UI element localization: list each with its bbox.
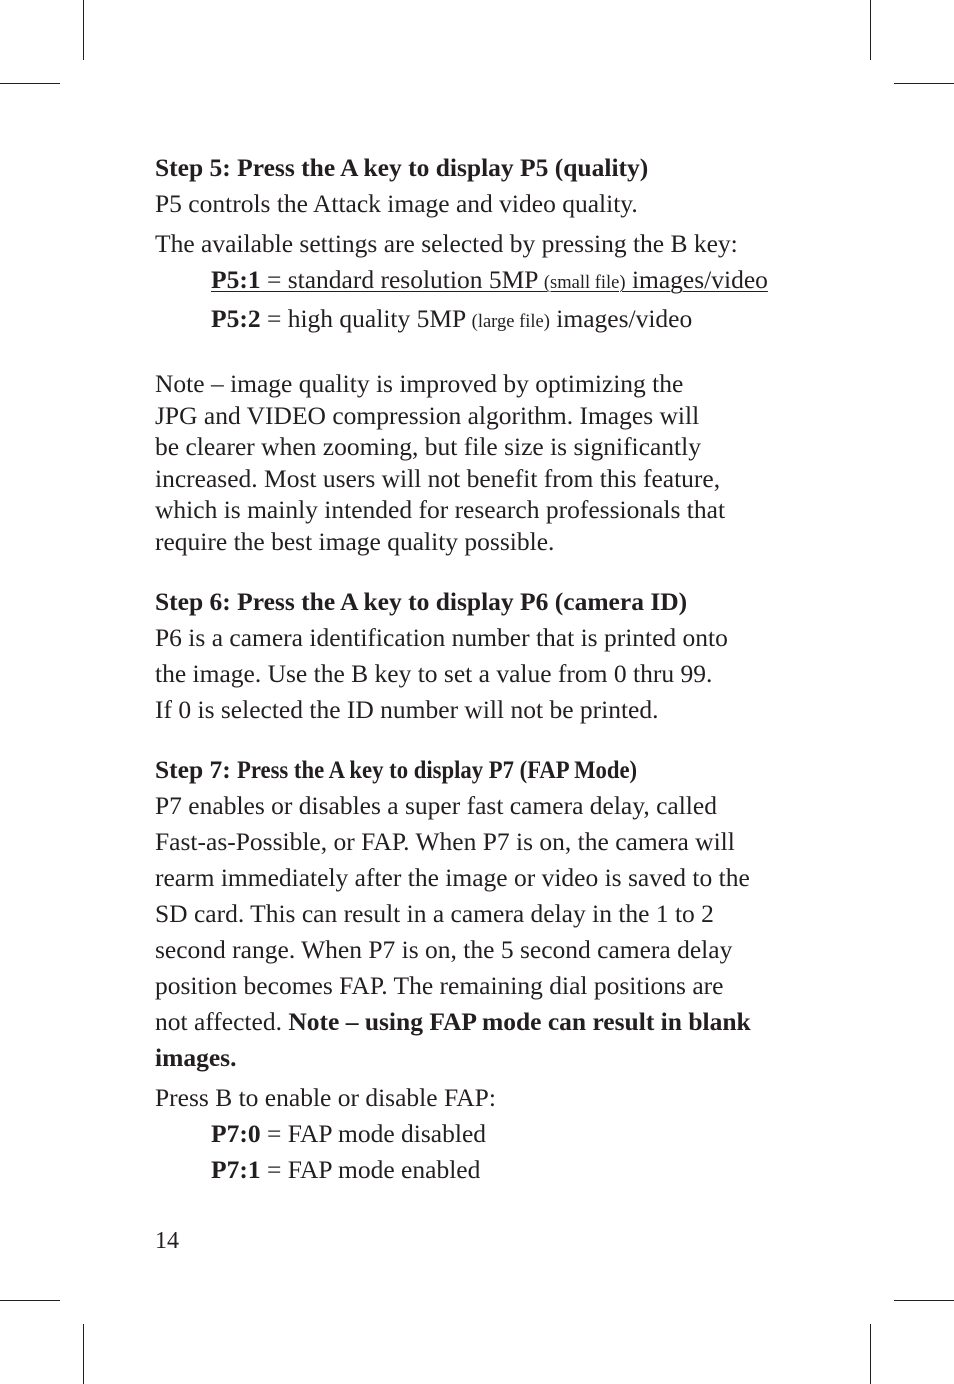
option-code: P5:2	[211, 304, 261, 333]
step6-line: the image. Use the B key to set a value from 0 thru 99.	[155, 658, 713, 688]
step5-description: P5 controls the Attack image and video quality.	[155, 189, 638, 218]
crop-mark	[0, 83, 60, 84]
option-code: P7:1	[211, 1154, 261, 1184]
step7-warning-line: not affected. Note – using FAP mode can result in blank	[155, 1006, 751, 1036]
page-content	[155, 150, 805, 1188]
note-line: increased. Most users will not benefit from this feature,	[155, 463, 721, 493]
step7-heading: Step 7: Press the A key to display P7 (FAP Mode)	[155, 754, 638, 784]
fap-warning: Note – using FAP mode can result in blank	[288, 1006, 751, 1036]
note-line: which is mainly intended for research professionals that	[155, 495, 726, 525]
page-number: 14	[155, 1228, 179, 1254]
option-code: P7:0	[211, 1118, 261, 1148]
step6-line: P6 is a camera identification number that is printed onto	[155, 622, 728, 652]
step5-intro: The available settings are selected by pressing the B key:	[155, 229, 738, 258]
step7-press: Press B to enable or disable FAP:	[155, 1082, 496, 1112]
step7-option-1: P7:1 = FAP mode enabled	[211, 1154, 481, 1184]
step7-line: second range. When P7 is on, the 5 second camera delay	[155, 934, 733, 964]
crop-mark	[870, 1324, 871, 1384]
crop-mark	[894, 83, 954, 84]
crop-mark	[894, 1300, 954, 1301]
step7-option-0: P7:0 = FAP mode disabled	[211, 1118, 487, 1148]
crop-mark	[0, 1300, 60, 1301]
crop-mark	[83, 1324, 84, 1384]
step7-line: P7 enables or disables a super fast camera delay, called	[155, 790, 717, 820]
note-line: Note – image quality is improved by optimizing the	[155, 369, 684, 398]
step6-line: If 0 is selected the ID number will not be printed.	[155, 694, 659, 724]
step5-heading: Step 5: Press the A key to display P5 (quality)	[155, 153, 649, 182]
quality-note	[155, 368, 805, 558]
crop-mark	[870, 0, 871, 60]
step7-line: rearm immediately after the image or video is saved to the	[155, 862, 750, 892]
fap-warning-end: images.	[155, 1042, 237, 1072]
step5-option-2: P5:2 = high quality 5MP (large file) images/video	[211, 304, 693, 333]
note-line: be clearer when zooming, but file size is significantly	[155, 432, 701, 462]
step7-line: SD card. This can result in a camera delay in the 1 to 2	[155, 898, 714, 928]
crop-mark	[83, 0, 84, 60]
note-line: require the best image quality possible.	[155, 526, 555, 556]
note-line: JPG and VIDEO compression algorithm. Images will	[155, 400, 700, 430]
step7-line: Fast-as-Possible, or FAP. When P7 is on, the camera will	[155, 826, 735, 856]
option-code: P5:1	[211, 265, 261, 294]
step7-line: position becomes FAP. The remaining dial positions are	[155, 970, 724, 1000]
step6-heading: Step 6: Press the A key to display P6 (camera ID)	[155, 586, 688, 616]
step5-option-1: P5:1 = standard resolution 5MP (small file) images/video	[211, 265, 768, 294]
